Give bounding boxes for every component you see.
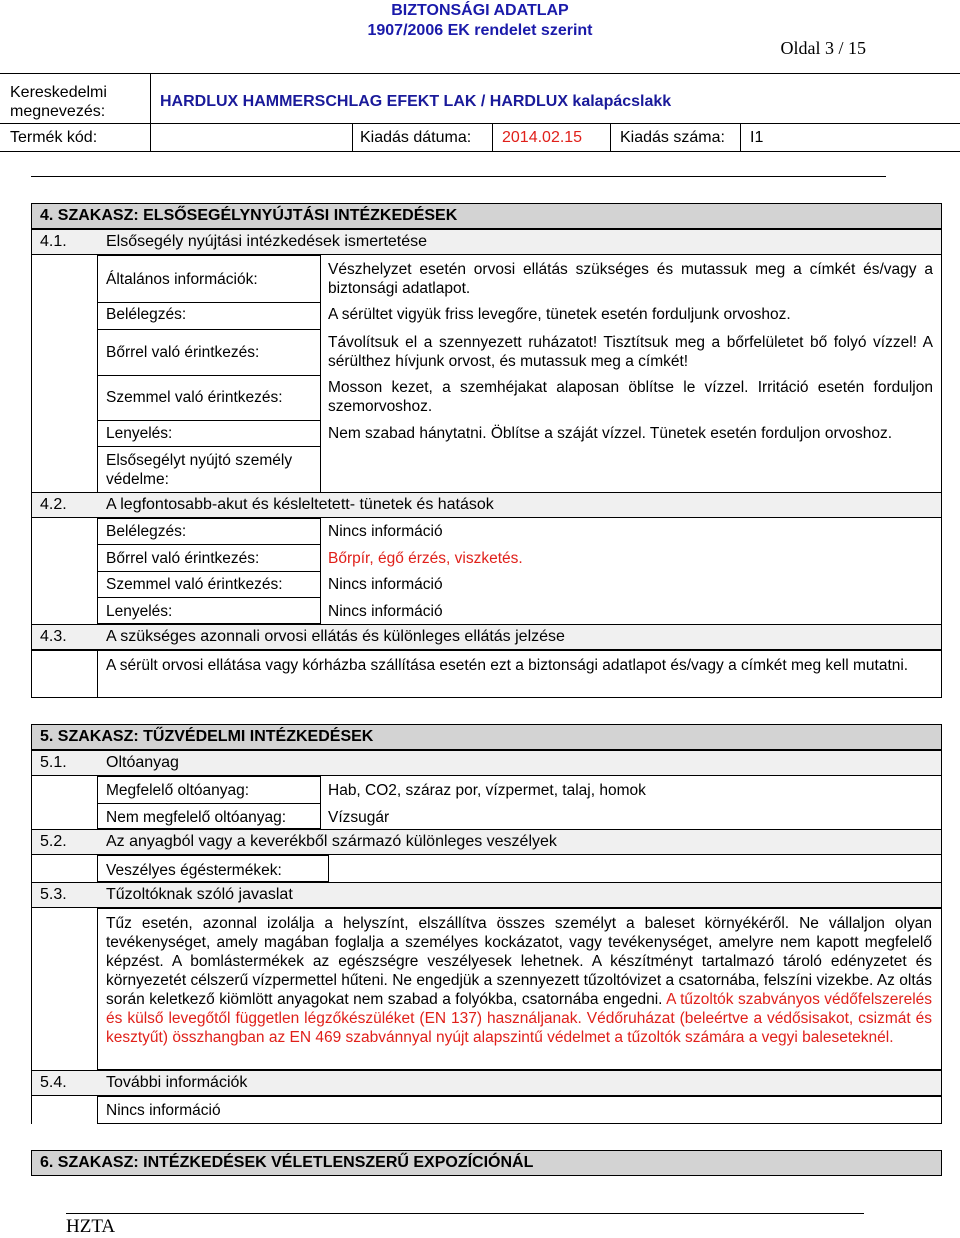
section-5-1-number: 5.1. — [40, 754, 67, 771]
section-4-2-number: 4.2. — [40, 496, 67, 513]
page-number: Oldal 3 / 15 — [780, 38, 866, 58]
issue-number-label: Kiadás száma: — [620, 129, 725, 146]
firefighter-advice-equipment: A tűzoltók szabványos védőfelszerelés és külső levegőtől független légzőkészüléket (EN 137) használjanak. Védőruházat (beleértve a védősisakot, csizmát és kesztyűt) összhangban az EN 469 szabvánnyal nyújt alapszintű védelmet a tűzoltók számára a vegyi baleseteknél. — [106, 991, 933, 1046]
section-5-1-heading — [31, 750, 942, 776]
symptoms-inhalation-value: Nincs információ — [328, 523, 443, 540]
section-5-1-title: Oltóanyag — [106, 754, 179, 771]
skin-contact-label: Bőrrel való érintkezés: — [106, 344, 260, 361]
section-4-3-number: 4.3. — [40, 628, 67, 645]
symptoms-ingestion-value: Nincs információ — [328, 603, 443, 620]
section-4-3-heading — [31, 624, 942, 650]
symptoms-eye-label: Szemmel való érintkezés: — [106, 576, 283, 593]
inhalation-value: A sérültet vigyük friss levegőre, tünetek esetén forduljunk orvoshoz. — [328, 306, 791, 323]
section-4-3-text: A sérült orvosi ellátása vagy kórházba szállítása esetén ezt a biztonsági adatlapot és/vagy a címkét meg kell mutatni. — [106, 657, 909, 674]
firefighter-advice-general: Tűz esetén, azonnal izolálja a helyszínt, elszállítva összes személyt a baleset környékéről. Ne vállaljon olyan tevékenységet, amely magában foglalja a személyes kockázatot, vagy tevékenységet, amelyre nem kapott megfelelő képzést. A bomlástermékek az egészségre veszélyesek lehetnek. A készítményt tartalmazó tároló edényzetet és környezetét célszerű vízpermettel hűteni. Ne engedjük a szennyezett tűzoltóvizet a csatornába, felszíni vizekbe. Az oltás során keletkező kiömlött anyagokat nem szabad a folyókba, csatornába engedni. — [106, 915, 932, 1008]
section-4-1-heading — [31, 229, 942, 255]
section-6-heading: 6. SZAKASZ: INTÉZKEDÉSEK VÉLETLENSZERŰ EXPOZÍCIÓNÁL — [31, 1150, 942, 1176]
symptoms-ingestion-label: Lenyelés: — [106, 603, 173, 620]
unsuitable-media-label: Nem megfelelő oltóanyag: — [106, 809, 287, 826]
section-4-1-number: 4.1. — [40, 233, 67, 250]
ingestion-label: Lenyelés: — [106, 425, 173, 442]
section-5-4-title: További információk — [106, 1074, 248, 1091]
suitable-media-value: Hab, CO2, száraz por, vízpermet, talaj, homok — [328, 782, 646, 799]
section-5-4-heading — [31, 1070, 942, 1096]
regulation-subtitle: 1907/2006 EK rendelet szerint — [367, 22, 593, 39]
symptoms-skin-value: Bőrpír, égő érzés, viszketés. — [328, 550, 523, 567]
firefighter-advice-text — [106, 914, 932, 1047]
section-4-2-heading — [31, 492, 942, 518]
section-5-2-heading — [31, 829, 942, 855]
trade-name-value: HARDLUX HAMMERSCHLAG EFEKT LAK / HARDLUX kalapácslakk — [160, 93, 672, 110]
skin-contact-value: Távolítsuk el a szennyezett ruházatot! Tisztítsuk meg a bőrfelületet bő folyó vízzel! A sérülthez hívjunk orvost, és mutassuk meg a címkét! — [328, 334, 933, 370]
section-5-2-title: Az anyagból vagy a keverékből származó különleges veszélyek — [106, 833, 557, 850]
symptoms-eye-value: Nincs információ — [328, 576, 443, 593]
trade-name-label: Kereskedelmi megnevezés: — [10, 84, 107, 120]
suitable-media-label: Megfelelő oltóanyag: — [106, 782, 250, 799]
section-4-heading: 4. SZAKASZ: ELSŐSEGÉLYNYÚJTÁSI INTÉZKEDÉSEK — [31, 203, 942, 229]
inhalation-label: Belélegzés: — [106, 306, 187, 323]
general-info-label: Általános információk: — [106, 271, 258, 288]
section-5-3-number: 5.3. — [40, 886, 67, 903]
product-code-label: Termék kód: — [10, 129, 98, 146]
section-4-1-title: Elsősegély nyújtási intézkedések ismertetése — [106, 233, 428, 250]
section-5-3-title: Tűzoltóknak szóló javaslat — [106, 886, 293, 903]
issue-date-value: 2014.02.15 — [502, 129, 583, 146]
section-4-2-title: A legfontosabb-akut és késleltetett- tünetek és hatások — [106, 496, 494, 513]
unsuitable-media-value: Vízsugár — [328, 809, 390, 826]
section-5-3-heading — [31, 882, 942, 908]
issue-number-value: I1 — [750, 129, 764, 146]
further-info-text: Nincs információ — [106, 1102, 221, 1119]
section-4-3-title: A szükséges azonnali orvosi ellátás és különleges ellátás jelzése — [106, 628, 565, 645]
section-5-4-number: 5.4. — [40, 1074, 67, 1091]
ingestion-value: Nem szabad hánytatni. Öblítse a száját vízzel. Tünetek esetén forduljon orvoshoz. — [328, 425, 893, 442]
further-info-box — [97, 1096, 942, 1124]
section-5-heading: 5. SZAKASZ: TŰZVÉDELMI INTÉZKEDÉSEK — [31, 724, 942, 750]
footer-label: HZTA — [66, 1216, 116, 1237]
issue-date-label: Kiadás dátuma: — [360, 129, 472, 146]
document-title: BIZTONSÁGI ADATLAP — [391, 2, 569, 19]
section-5-2-number: 5.2. — [40, 833, 67, 850]
eye-contact-value: Mosson kezet, a szemhéjakat alaposan öblítse le vízzel. Irritáció esetén forduljon szemorvoshoz. — [328, 379, 933, 415]
eye-contact-label: Szemmel való érintkezés: — [106, 389, 283, 406]
general-info-value: Vészhelyzet esetén orvosi ellátás szükséges és mutassuk meg a címkét és/vagy a biztonsági adatlapot. — [328, 261, 933, 297]
combustion-products-label: Veszélyes égéstermékek: — [106, 862, 282, 879]
first-aider-protection-label: Elsősegélyt nyújtó személy védelme: — [106, 452, 293, 488]
symptoms-skin-label: Bőrrel való érintkezés: — [106, 550, 260, 567]
symptoms-inhalation-label: Belélegzés: — [106, 523, 187, 540]
